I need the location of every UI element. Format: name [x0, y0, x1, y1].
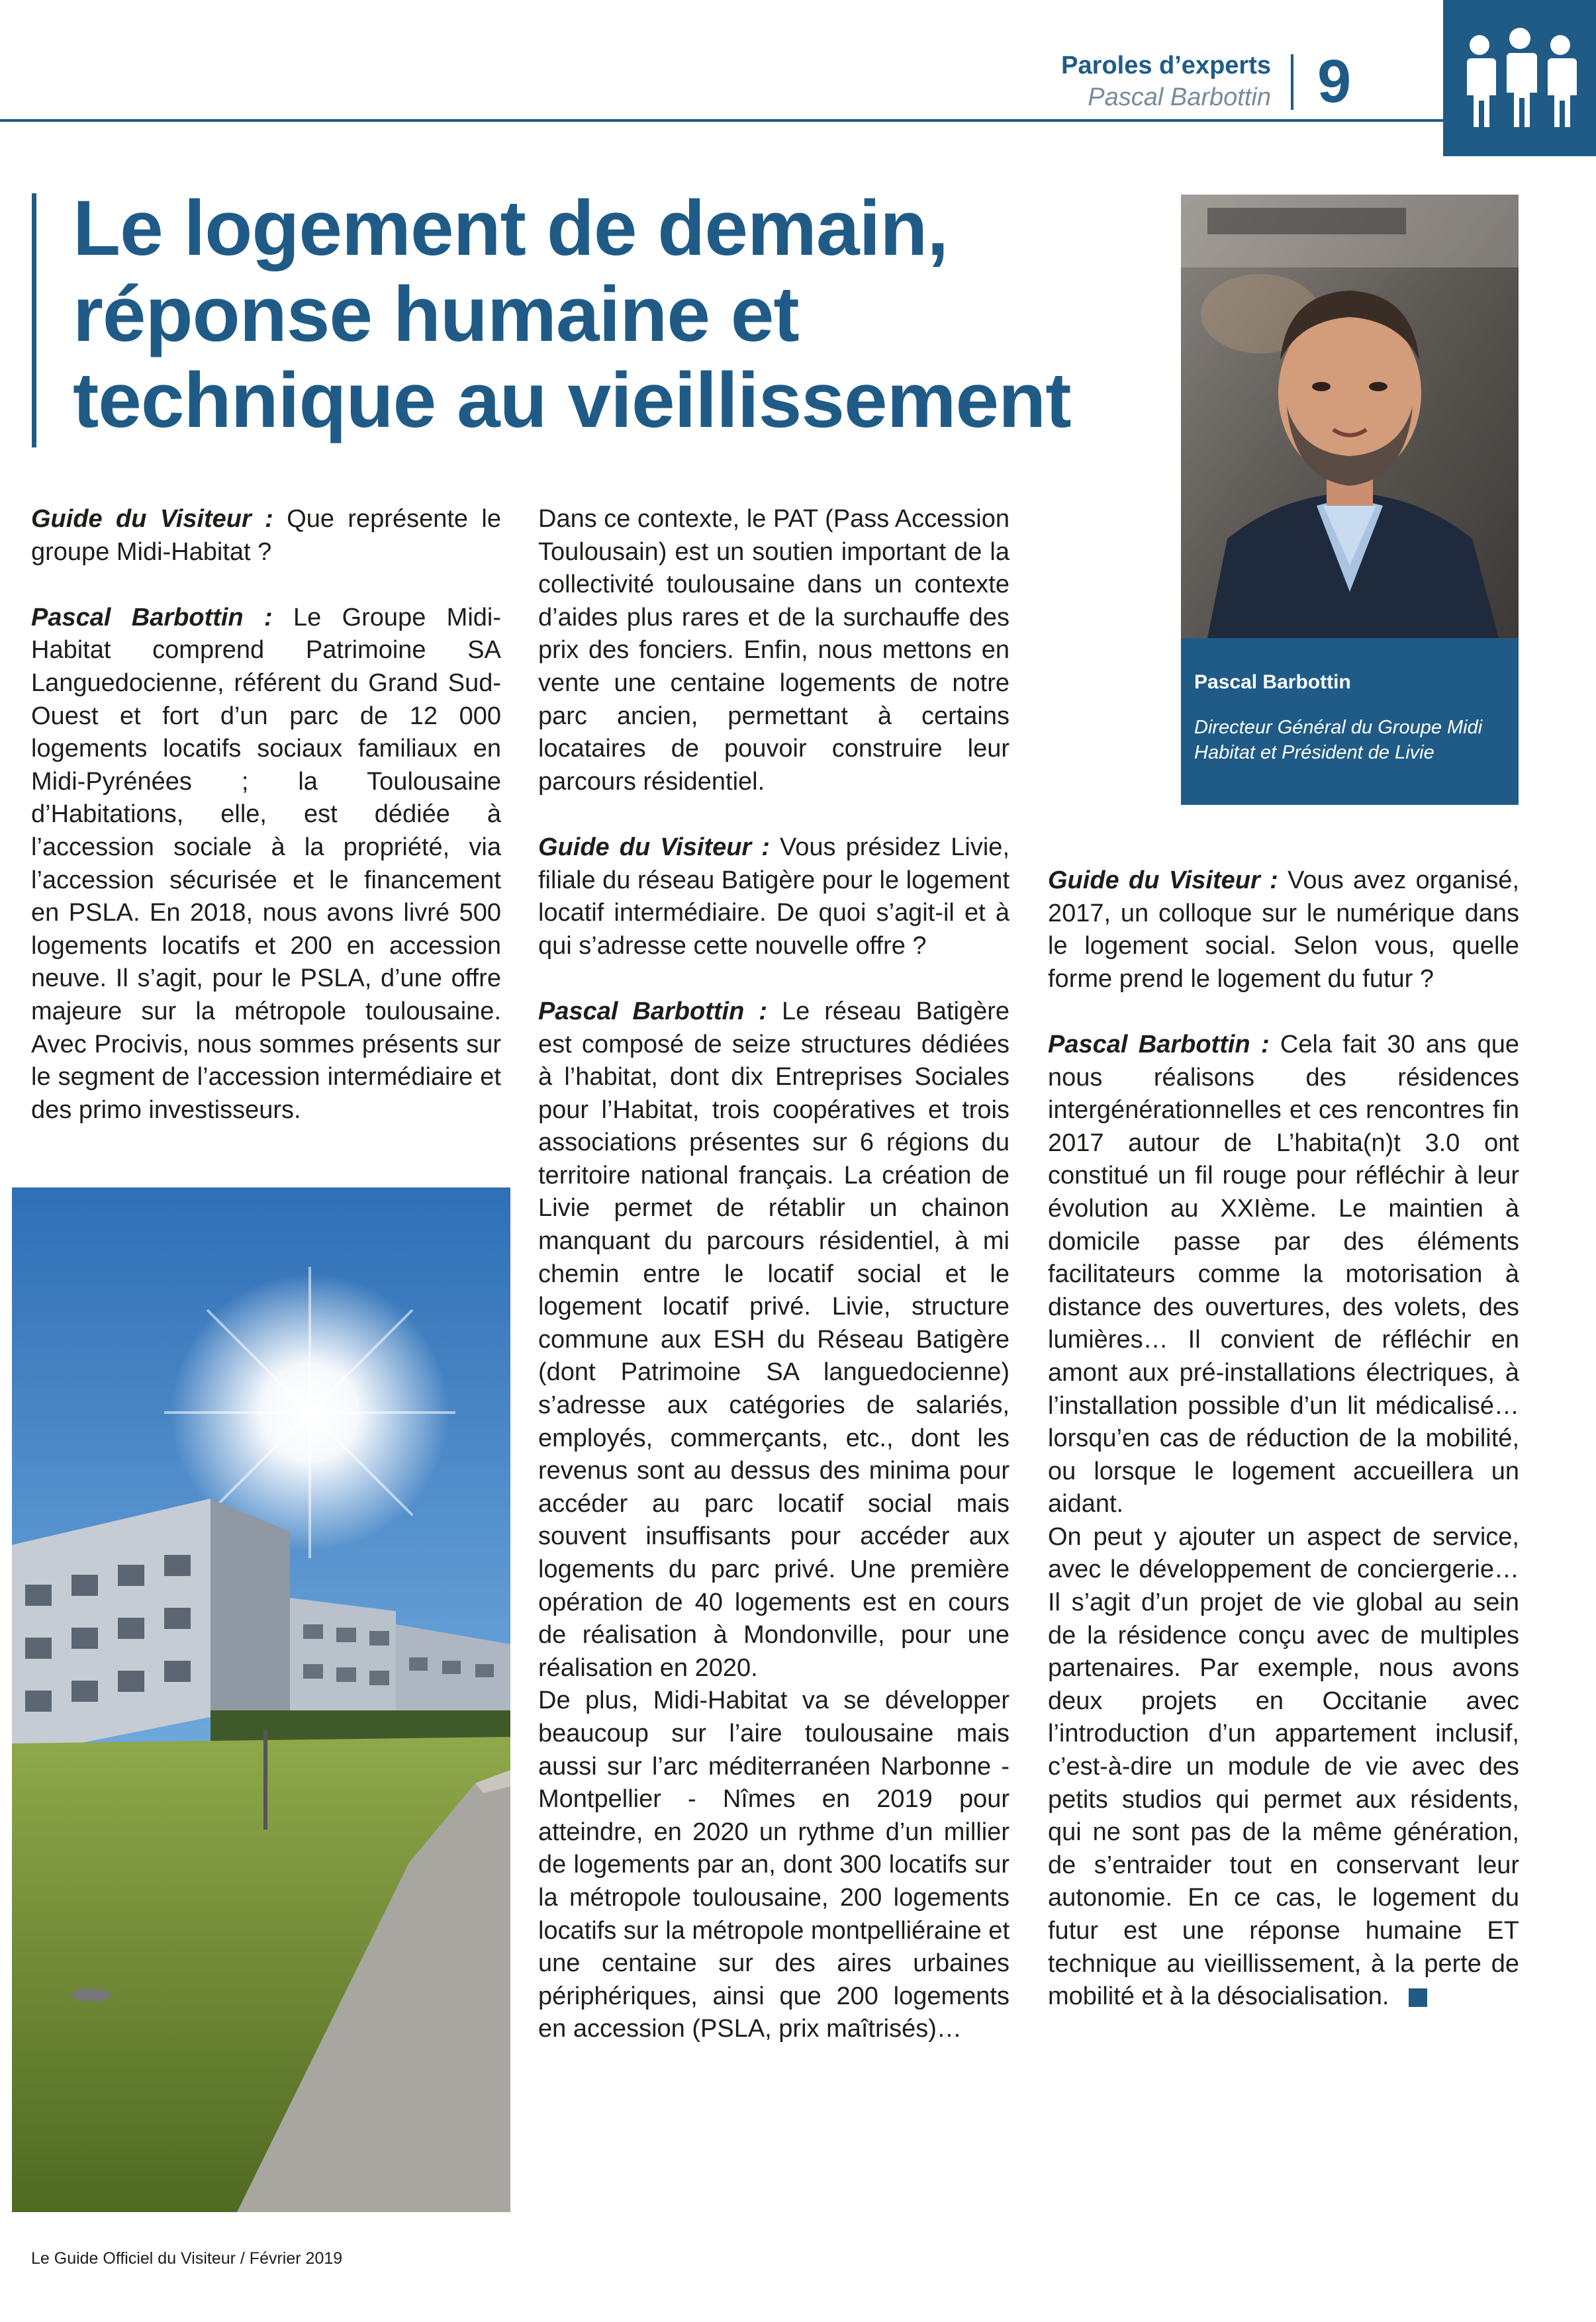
question-label: Guide du Visiteur :	[538, 833, 770, 861]
caption-name: Pascal Barbottin	[1194, 671, 1351, 693]
column-1	[31, 503, 501, 1127]
title-line-2: réponse humaine et	[73, 271, 799, 358]
answer-label: Pascal Barbottin :	[538, 997, 767, 1025]
question-1	[31, 503, 501, 569]
title-accent-bar	[32, 193, 36, 447]
question-label: Guide du Visiteur :	[31, 505, 273, 533]
answer-text: Le Groupe Midi-Habitat comprend Patrimoine SA Languedocienne, référent du Grand Sud-Ouest et fort d’un parc de 12 000 logements locatifs sociaux familiaux en Midi-Pyrénées ; la Toulousaine d’Habitations, elle, est dédiée à l’accession sociale à la propriété, via l’accession sécurisée et le financement en PSLA. En 2018, nous avons livré 500 logements locatifs et 200 en accession neuve. Il s’agit, pour le PSLA, d’une offre majeure sur la métropole toulousaine. Avec Procivis, nous sommes présents sur le segment de l’accession intermédiaire et des primo investisseurs.	[31, 603, 501, 1124]
column-3	[1048, 864, 1519, 2014]
question-text: Vous avez organisé, 2017, un colloque sur le numérique dans le logement social. Selon vous, quelle forme prend le logement du futur ?	[1048, 866, 1519, 993]
section-title: Paroles d’experts	[1061, 52, 1271, 79]
portrait-caption	[1181, 638, 1519, 805]
question-2	[538, 831, 1009, 962]
footer-text: Le Guide Officiel du Visiteur / Février 2019	[31, 2249, 343, 2268]
article-title	[73, 185, 1132, 443]
question-text: Vous présidez Livie, filiale du réseau Batigère pour le logement locatif intermédiaire. De quoi s’agit-il et à qui s’adresse cette nouvelle offre ?	[538, 833, 1010, 960]
paragraph: De plus, Midi-Habitat va se développer beaucoup sur l’aire toulousaine mais aussi sur l’arc méditerranéen Narbonne - Montpellier - Nîmes en 2019 pour atteindre, en 2020 un rythme d’un millier de logements par an, dont 300 locatifs sur la métropole toulousaine, 200 logements locatifs sur la métropole montpelliéraine et une centaine sur des aires urbaines périphériques, ainsi que 200 logements en accession (PSLA, prix maîtrisés)…	[538, 1687, 1009, 2043]
header-rule	[0, 119, 1443, 122]
page-number: 9	[1317, 48, 1352, 115]
answer-label: Pascal Barbottin :	[1048, 1030, 1270, 1058]
question-text: Que représente le groupe Midi-Habitat ?	[31, 505, 501, 566]
portrait-photo	[1181, 195, 1519, 638]
paragraph-text: On peut y ajouter un aspect de service, avec le développement de conciergerie… Il s’agit d’un projet de vie global au sein de la résidence conçu avec de multiples partenaires. Par exemple, nous avons deux projets en Occitanie avec l’introduction d’un appartement inclusif, c’est-à-dire un module de vie avec des petits studios qui permet aux résidents, qui ne sont pas de la même génération, de s’entraider tout en conservant leur autonomie. En ce cas, le logement du futur est une réponse humaine ET technique au vieillissement, à la perte de mobilité et à la désocialisation.	[1048, 1522, 1519, 2011]
answer-1	[31, 602, 501, 1127]
section-badge	[1443, 0, 1596, 156]
question-label: Guide du Visiteur :	[1048, 866, 1278, 894]
title-line-1: Le logement de demain,	[73, 185, 949, 272]
answer-label: Pascal Barbottin :	[31, 603, 273, 631]
section-subtitle: Pascal Barbottin	[1088, 83, 1271, 111]
header-separator	[1291, 54, 1293, 110]
end-of-article-mark	[1409, 1988, 1427, 2007]
answer-2	[538, 996, 1009, 1685]
caption-role: Directeur Général du Groupe Midi Habitat et Président de Livie	[1194, 717, 1483, 763]
answer-text: Cela fait 30 ans que nous réalisons des résidences intergénérationnelles et ces rencontres fin 2017 autour de L’habita(n)t 3.0 ont constitué un fil rouge pour réfléchir à leur évolution au XXIème. Le maintien à domicile passe par des éléments facilitateurs comme la motorisation à distance des ouvertures, des volets, des lumières… Il convient de réfléchir en amont aux pré-installations électriques, à l’installation possible d’un lit médicalisé… lorsqu’en cas de réduction de la mobilité, ou lorsque le logement accueillera un aidant.	[1048, 1030, 1519, 1518]
title-line-3: technique au vieillissement	[73, 357, 1071, 444]
people-group-icon	[1443, 0, 1596, 156]
column-2	[538, 503, 1009, 2046]
question-3	[1048, 864, 1519, 996]
building-photo	[12, 1187, 510, 2212]
answer-text: Le réseau Batigère est composé de seize structures dédiées à l’habitat, dont dix Entreprises Sociales pour l’Habitat, trois coopératives et trois associations présentes sur 6 régions du territoire national français. La création de Livie permet de rétablir un chainon manquant du parcours résidentiel, à mi chemin entre le locatif social et le logement locatif privé. Livie, structure commune aux ESH du Réseau Batigère (dont Patrimoine SA languedocienne) s’adresse aux catégories de salariés, employés, commerçants, etc., dont les revenus sont au dessus des minima pour accéder au parc locatif social mais souvent insuffisants pour accéder aux logements du parc privé. Une première opération de 40 logements est en cours de réalisation à Mondonville, pour une réalisation en 2020.	[538, 997, 1009, 1682]
paragraph	[1048, 1521, 1519, 2014]
paragraph: Dans ce contexte, le PAT (Pass Accession Toulousain) est un soutien important de la collectivité toulousaine dans un contexte d’aides plus rares et de la surchauffe des prix des fonciers. Enfin, nous mettons en vente une centaine logements de notre parc ancien, permettant à certains locataires de pouvoir construire leur parcours résidentiel.	[538, 505, 1009, 796]
answer-3	[1048, 1029, 1519, 1521]
